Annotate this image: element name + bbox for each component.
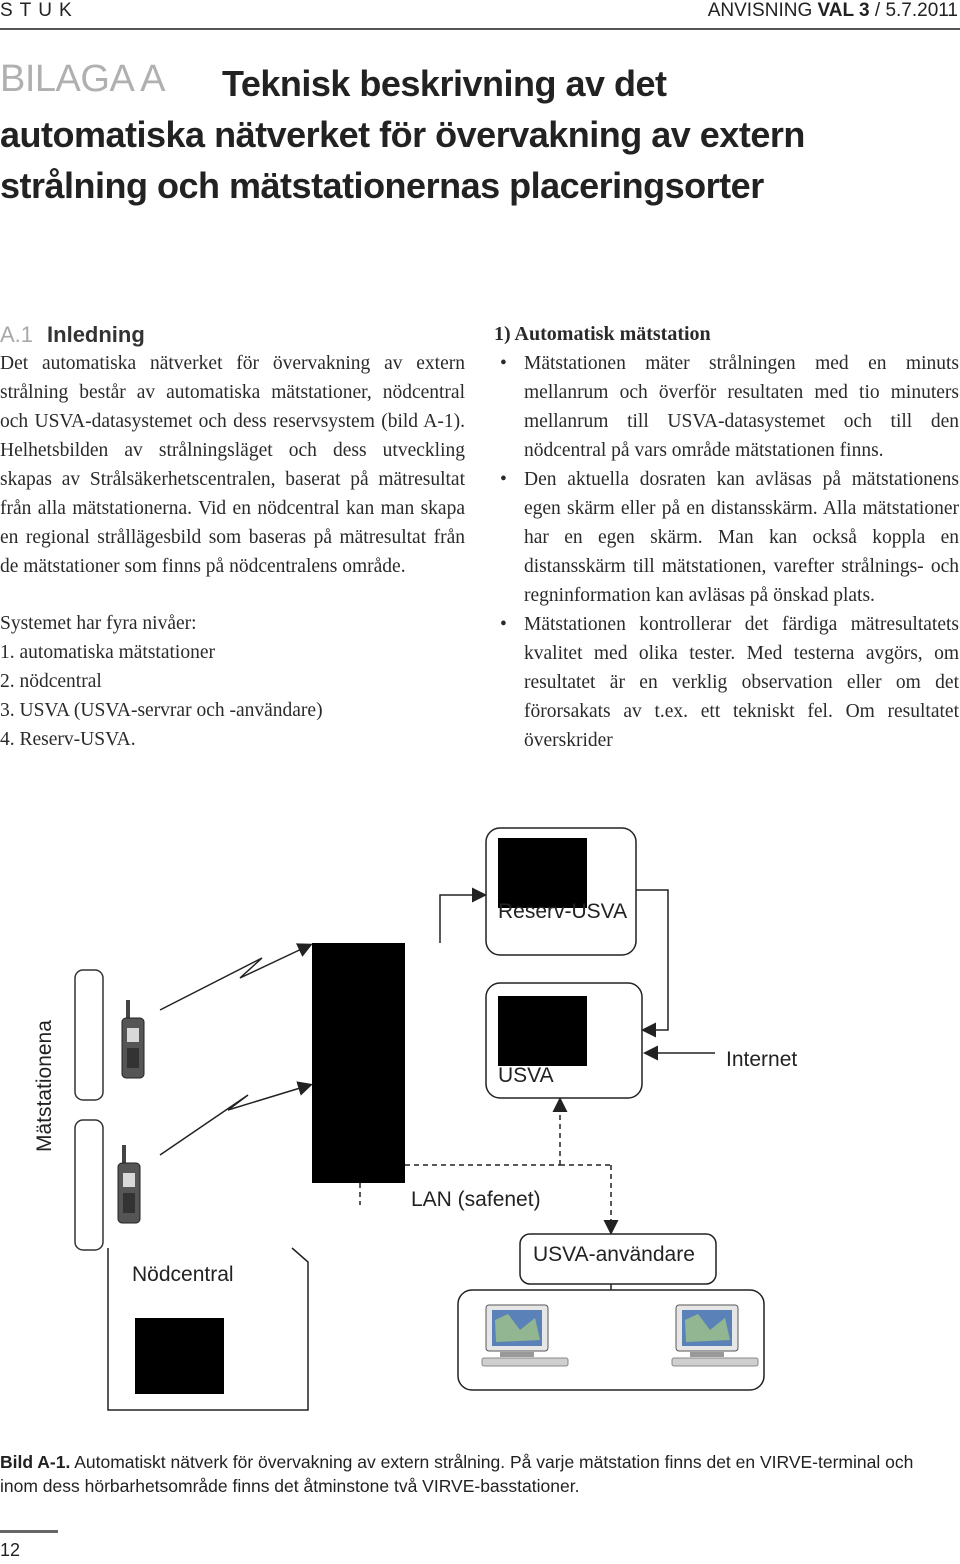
section-heading (0, 320, 465, 349)
reserve-usva-label: Reserv-USVA (498, 900, 628, 923)
document-reference (708, 0, 958, 22)
figure-caption (0, 1450, 930, 1498)
section-number: A.1 (0, 322, 34, 347)
link-line (636, 890, 668, 1030)
server-block (498, 996, 587, 1066)
server-block (498, 838, 587, 908)
page-title: Teknisk beskrivning av det automatiska nätverket för övervakning av extern strålning och mätstationernas placeringsorter (0, 63, 805, 206)
intro-paragraph: Det automatiska nätverket för övervakning av extern strålning består av automatiska mätstationer, nödcentral och USVA-datasystemet och dess reservsystem (bild A-1). Helhetsbilden av strålningsläget och dess utveckling skapas av Strålsäkerhetscentralen, baserat på mätresultat från alla mätstationerna. Vid en nödcentral kan man skapa en regional strållägesbild som baseras på mätresultat från de mätstationer som finns på nödcentralens område. (0, 353, 465, 577)
page-number: 12 (0, 1540, 21, 1560)
computer-monitor-icon (672, 1305, 758, 1366)
radio-terminal-icon (122, 1000, 144, 1078)
list-item: 1. automatiska mätstationer (0, 642, 215, 663)
computer-monitor-icon (482, 1305, 568, 1366)
network-block (312, 943, 405, 1183)
doc-code: VAL 3 (817, 0, 870, 21)
list-item: • Mätstationen kontrollerar det färdiga mätresultatets kvalitet med olika tester. Med testerna avgörs, om resultatet är en verklig observation eller om det förorsakats av t.ex. ett tekniskt fel. Om resultatet överskrider (494, 610, 959, 755)
publisher-name: STUK (0, 0, 79, 21)
subsection-heading: 1) Automatisk mätstation (494, 323, 711, 345)
users-label: USVA-användare (533, 1243, 695, 1266)
station-bullets (494, 349, 959, 755)
radio-terminal-icon (118, 1145, 140, 1223)
caption-label: Bild A-1. (0, 1452, 71, 1472)
caption-text: Automatiskt nätverk för övervakning av extern strålning. På varje mätstation finns det en VIRVE-terminal och inom dess hörbarhetsområde finns det åtminstone två VIRVE-basstationer. (0, 1452, 914, 1496)
intro-column (0, 320, 465, 754)
levels-intro: Systemet har fyra nivåer: (0, 613, 197, 634)
stations-label: Mätstationena (33, 1020, 56, 1152)
link-line (440, 895, 484, 943)
footer-divider (0, 1530, 58, 1533)
radio-link (160, 1085, 310, 1155)
usva-label: USVA (498, 1064, 554, 1087)
lan-label: LAN (safenet) (411, 1188, 541, 1211)
list-item: 4. Reserv-USVA. (0, 729, 136, 750)
section-title: Inledning (47, 322, 145, 347)
list-item: 2. nödcentral (0, 671, 102, 692)
levels-list (0, 638, 465, 754)
header-divider (0, 28, 960, 30)
radio-link (160, 945, 310, 1010)
station-column (494, 320, 959, 755)
list-item: • Mätstationen mäter strålningen med en minuts mellanrum och överför resultaten med tio minuters mellanrum till USVA-datasystemet och till den nödcentral på vars område mätstationen finns. (494, 349, 959, 465)
station-box (75, 970, 103, 1100)
emergency-center-label: Nödcentral (132, 1263, 234, 1286)
appendix-label: BILAGA A (0, 58, 165, 100)
emergency-block (135, 1318, 224, 1394)
internet-label: Internet (726, 1048, 798, 1071)
network-diagram (0, 820, 960, 1430)
list-item: • Den aktuella dosraten kan avläsas på mätstationens egen skärm eller på en distansskärm. Alla mätstationer har en egen skärm. Man kan också koppla en distansskärm till mätstationen, varefter strålnings- och regninformation kan avläsas på önskad plats. (494, 465, 959, 610)
station-box (75, 1120, 103, 1250)
list-item: 3. USVA (USVA-servrar och -användare) (0, 700, 323, 721)
doc-date: / 5.7.2011 (869, 0, 958, 21)
doc-type: ANVISNING (707, 0, 818, 21)
